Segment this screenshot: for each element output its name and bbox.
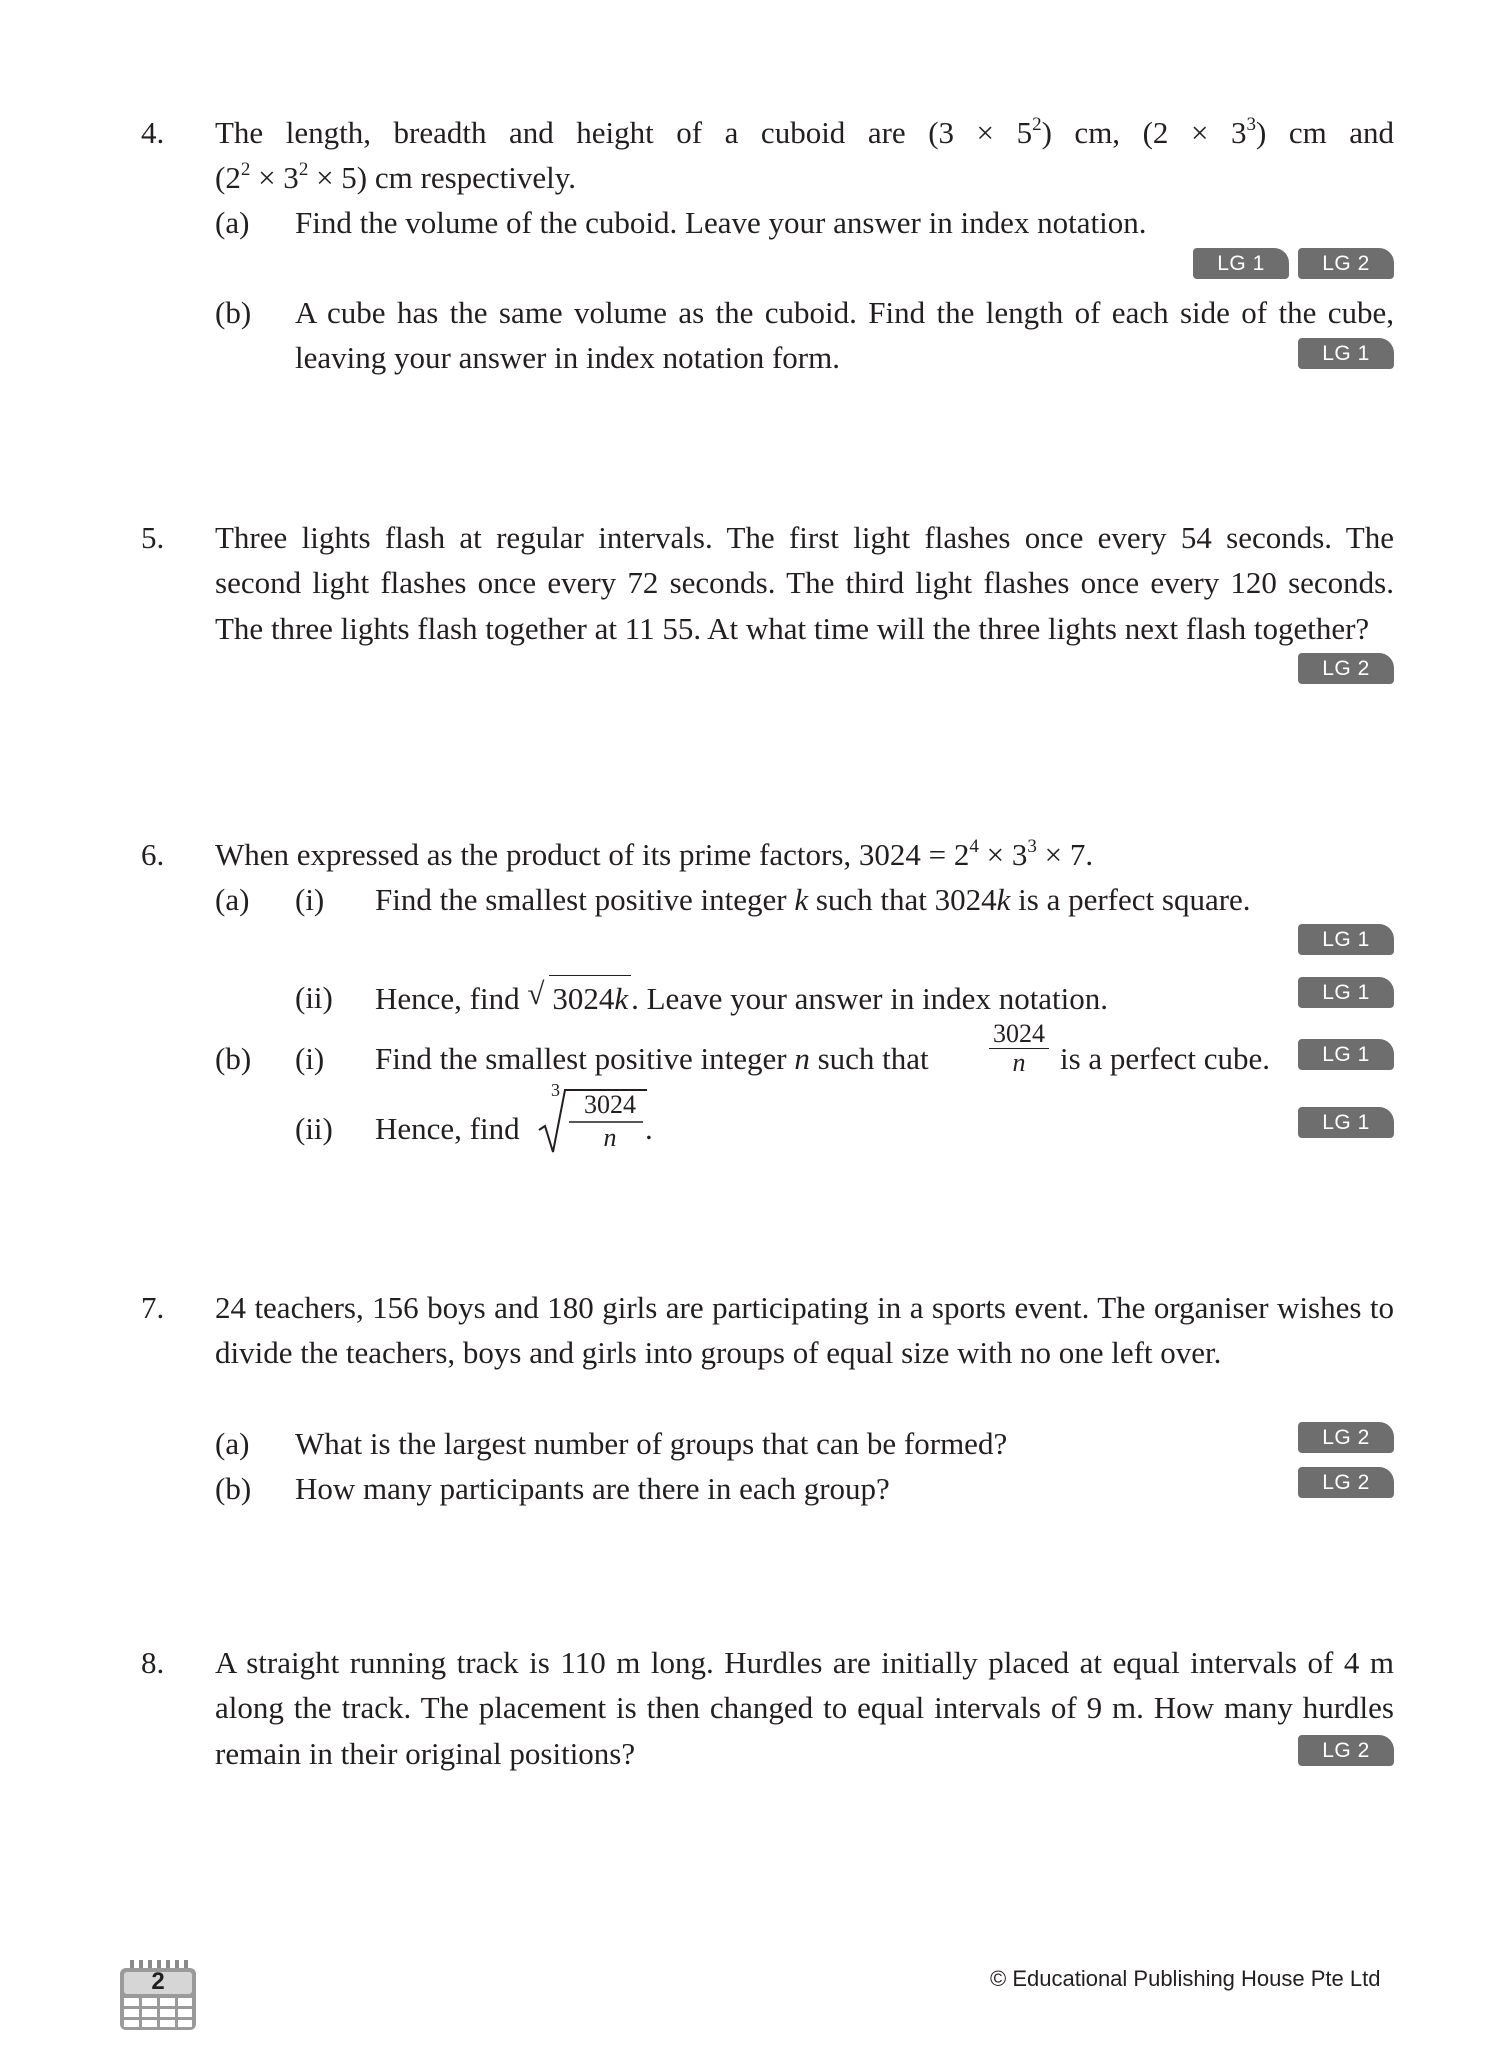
lg-badge: LG 1 — [1193, 248, 1289, 279]
lg-badge: LG 2 — [1298, 653, 1394, 684]
question-6-number: 6. — [141, 837, 165, 872]
cube-root-numerator: 3024 — [584, 1090, 636, 1119]
fraction-3024-over-n: $\frac{3024}{n}$ — [989, 1020, 1049, 1077]
question-6b-label: (b) — [215, 1041, 252, 1076]
lg-badge: LG 2 — [1298, 1467, 1394, 1498]
question-7a-label: (a) — [215, 1426, 250, 1461]
question-6bii-label: (ii) — [295, 1111, 333, 1146]
question-6bii-text-end: . — [645, 1111, 653, 1146]
question-8-number: 8. — [141, 1645, 165, 1680]
question-6aii-text: Hence, find √ 3024k. Leave your answer in index notation. — [375, 975, 1108, 1021]
question-7b-label: (b) — [215, 1471, 252, 1506]
question-4b-text: A cube has the same volume as the cuboid. Find the length of each side of the cube, leaving your answer in index notation form. — [295, 295, 1394, 376]
question-4a-text: Find the volume of the cuboid. Leave your answer in index notation. — [295, 205, 1147, 240]
lg-badge: LG 2 — [1298, 1422, 1394, 1453]
question-7-text: 24 teachers, 156 boys and 180 girls are participating in a sports event. The organiser wishes to divide the teachers, boys and girls into groups of equal size with no one left over. — [215, 1290, 1394, 1371]
cube-root-index: 3 — [551, 1080, 560, 1100]
question-4a-label: (a) — [215, 205, 250, 240]
question-6ai-text: Find the smallest positive integer k such that 3024k is a perfect square. — [375, 882, 1251, 917]
lg-badge: LG 1 — [1298, 924, 1394, 955]
question-7-number: 7. — [141, 1290, 165, 1325]
question-6a-label: (a) — [215, 882, 250, 917]
question-8-text: A straight running track is 110 m long. Hurdles are initially placed at equal intervals of 4 m along the track. The placement is then changed to equal intervals of 9 m. How many hurdles remain in their original positions? — [215, 1645, 1394, 1771]
question-4-stem-line-2: $(2^2 \times 3^2 \times 5)$ cm respectively. — [215, 159, 576, 195]
lg-badge: LG 1 — [1298, 977, 1394, 1008]
lg-badge: LG 2 — [1298, 1735, 1394, 1766]
cube-root-denominator: n — [603, 1123, 617, 1152]
question-6ai-label: (i) — [295, 882, 325, 917]
lg-badge: LG 1 — [1298, 1039, 1394, 1070]
question-6bi-text-end: is a perfect cube. — [1060, 1041, 1270, 1076]
question-5-number: 5. — [141, 520, 165, 555]
question-7a-text: What is the largest number of groups that can be formed? — [295, 1426, 1008, 1461]
question-4b-label: (b) — [215, 295, 252, 330]
question-6aii-label: (ii) — [295, 980, 333, 1015]
square-root-symbol: √ 3024k — [527, 975, 631, 1021]
lg-badge: LG 1 — [1298, 338, 1394, 369]
copyright-text: © Educational Publishing House Pte Ltd — [990, 1966, 1381, 1991]
lg-badge: LG 2 — [1298, 248, 1394, 279]
question-4-number: 4. — [141, 115, 165, 150]
question-4-stem-line-1: The length, breadth and height of a cuboid are $(3 \times 5^2)$ cm, $(2 \times 3^3)$ cm and — [215, 114, 1394, 150]
page-number: 2 — [151, 1968, 165, 1995]
question-6bii-text: Hence, find — [375, 1111, 520, 1146]
question-7b-text: How many participants are there in each group? — [295, 1471, 890, 1506]
question-6bi-text: Find the smallest positive integer n such that — [375, 1041, 929, 1076]
question-6-stem: When expressed as the product of its prime factors, $3024 = 2^4 \times 3^3 \times 7$. — [215, 836, 1094, 872]
question-5-text: Three lights flash at regular intervals. The first light flashes once every 54 seconds. The second light flashes once every 72 seconds. The third light flashes once every 120 seconds. The three lights flash together at 11 55. At what time will the three lights next flash together? — [215, 520, 1394, 646]
lg-badge: LG 1 — [1298, 1107, 1394, 1138]
question-6bi-label: (i) — [295, 1041, 325, 1076]
